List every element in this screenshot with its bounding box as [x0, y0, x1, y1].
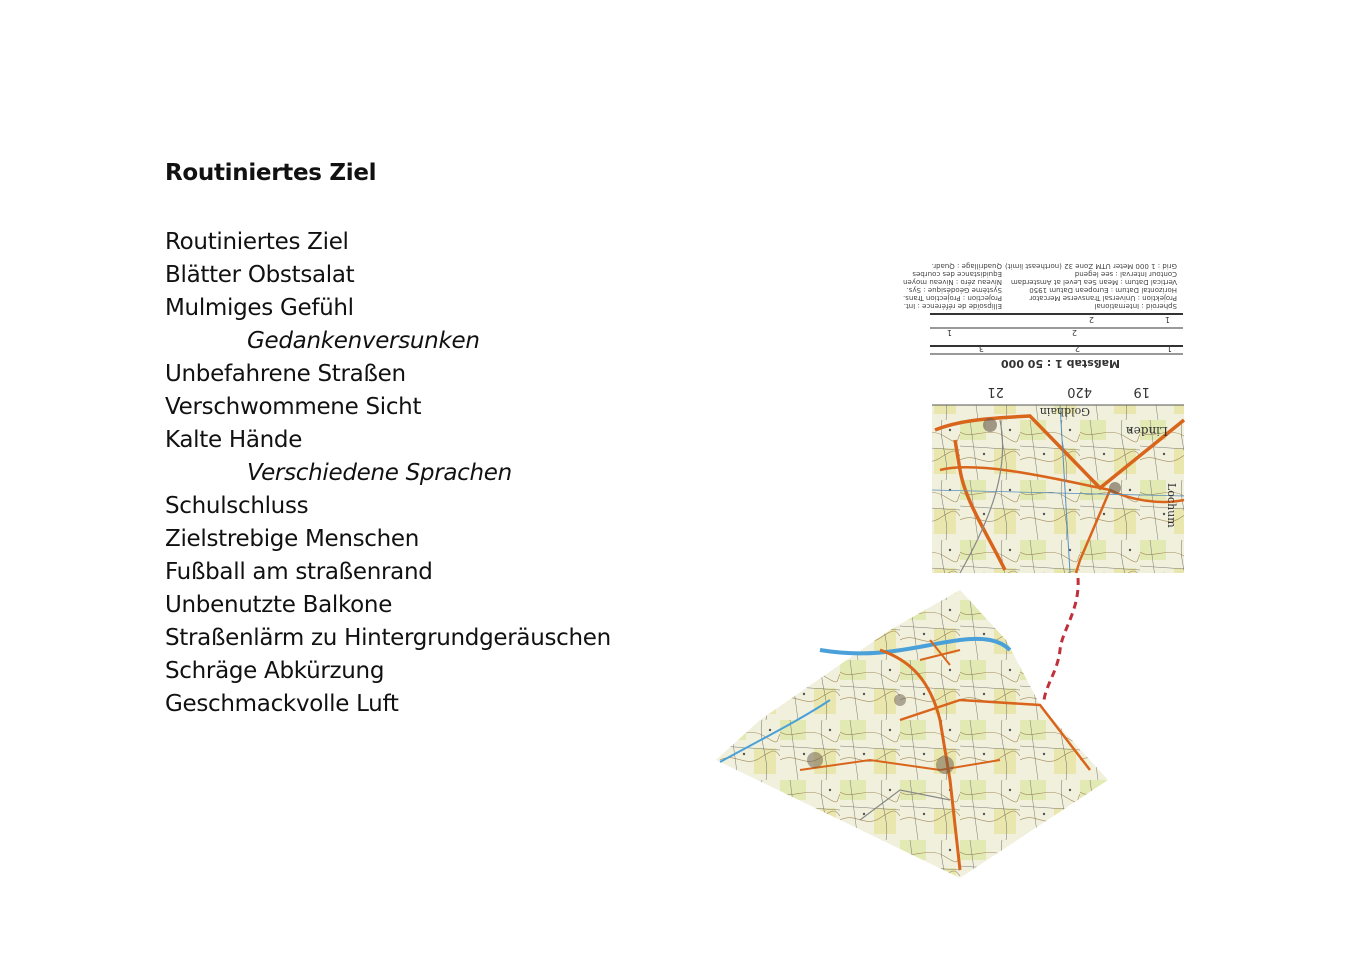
- map-area-lower: [716, 590, 1108, 878]
- poem-line: Routiniertes Ziel: [165, 229, 349, 255]
- map-town: [807, 752, 823, 768]
- scale-labels: [947, 315, 1172, 370]
- scale-number: 3: [978, 344, 984, 353]
- legend-line: Vertical Datum : Mean Sea Level at Amsterdam: [1010, 278, 1177, 286]
- place-label-text: Goldhain: [1039, 405, 1090, 418]
- legend-line: Equidistance des courbes: [912, 270, 1002, 278]
- place-label: [1126, 424, 1168, 438]
- poem-line: Schräge Abkürzung: [165, 658, 385, 684]
- scale-number: 1: [1166, 344, 1172, 353]
- legend-line: Projection : Projection Trans.: [903, 294, 1002, 302]
- poem-line: Unbenutzte Balkone: [165, 592, 393, 618]
- scale-number: 2: [1088, 315, 1094, 324]
- poem-line: Verschwommene Sicht: [165, 394, 422, 420]
- place-label: [1040, 405, 1090, 418]
- poem-line-indented: Verschiedene Sprachen: [247, 460, 512, 486]
- map-town: [1109, 482, 1121, 494]
- poem-lines: [165, 226, 611, 721]
- legend-line: Système Géodésique : Sys.: [906, 286, 1002, 294]
- poem-line: Kalte Hände: [165, 427, 303, 453]
- scale-number: 1: [1164, 315, 1170, 324]
- route-connector: [1044, 578, 1078, 700]
- poem-line: Straßenlärm zu Hintergrundgeräuschen: [165, 625, 611, 651]
- place-label: [1165, 483, 1178, 528]
- legend-line: Quadrillage : Quadr.: [931, 262, 1002, 270]
- legend-line: Grid : 1 000 Meter UTM Zone 32 (northeast limit): [1005, 262, 1177, 270]
- poem-line: Mulmiges Gefühl: [165, 295, 354, 321]
- place-label-text: Lochum: [1165, 483, 1178, 528]
- legend-line: Horizontal Datum : European Datum 1950: [1029, 286, 1177, 294]
- poem-line: Blätter Obstsalat: [165, 262, 355, 288]
- map-town: [936, 756, 954, 774]
- map-legend: [903, 262, 1177, 310]
- map-collage: [700, 250, 1200, 890]
- poem-line: Geschmackvolle Luft: [165, 691, 399, 717]
- map-town: [983, 418, 997, 432]
- map-town: [894, 694, 906, 706]
- poem-line: Schulschluss: [165, 493, 309, 519]
- legend-line: Ellipsoïde de référence : Int.: [903, 302, 1002, 310]
- grid-label: 19: [1133, 384, 1150, 399]
- legend-line: Contour Interval : see legend: [1074, 270, 1177, 278]
- grid-label: 420: [1067, 384, 1092, 399]
- legend-line: Niveau zéro : Niveau moyen: [903, 278, 1002, 286]
- grid-labels: [987, 384, 1150, 399]
- poem-line: Zielstrebige Menschen: [165, 526, 420, 552]
- poem-line: Fußball am straßenrand: [165, 559, 433, 585]
- poem-line: Unbefahrene Straßen: [165, 361, 406, 387]
- scale-number: 2: [1074, 344, 1080, 353]
- grid-label: 21: [987, 384, 1004, 399]
- place-label-text: Linden: [1125, 424, 1168, 438]
- map-sheet-lower: [716, 590, 1108, 878]
- map-scale-label: Maßstab 1 : 50 000: [1000, 357, 1120, 370]
- scale-number: 1: [946, 328, 952, 337]
- legend-line: Spheroid : International: [1094, 302, 1177, 310]
- poem-line-indented: Gedankenversunken: [247, 328, 480, 354]
- legend-line: Projektion : Universal Transverse Mercator: [1029, 294, 1177, 302]
- page-title: Routiniertes Ziel: [165, 160, 377, 186]
- scale-number: 2: [1071, 328, 1077, 337]
- map-sheet-upper: [903, 262, 1184, 573]
